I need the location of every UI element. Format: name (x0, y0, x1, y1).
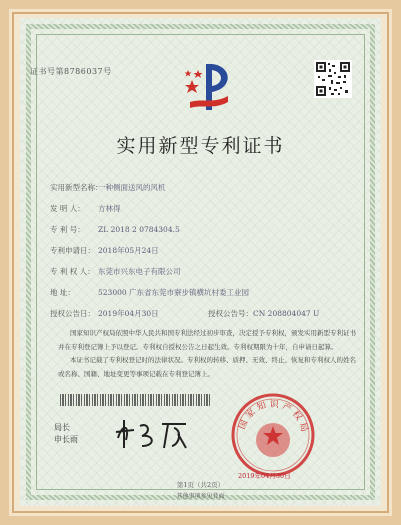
barcode (60, 394, 210, 406)
field-label: 发 明 人： (50, 204, 85, 213)
field-value: 方林得 (98, 204, 121, 213)
official-seal-icon (228, 390, 318, 480)
pub-no-label: 授权公告号： (208, 309, 253, 318)
field-value: 东莞市兴东电子有限公司 (98, 267, 181, 276)
field-value: 523000 广东省东莞市寮步镇横坑村委工业园 (98, 288, 250, 297)
field-label: 实用新型名称： (50, 183, 103, 192)
field-grant-date (50, 308, 319, 319)
pub-no-value: CN 208804047 U (253, 309, 320, 318)
field-value: 一种侧面送风的风机 (98, 183, 166, 192)
director-name: 申长雨 (54, 435, 78, 444)
seal-date: 2019年04月30日 (238, 472, 291, 480)
field-value: 2019年04月30日 (98, 309, 159, 318)
field-application-date (50, 245, 159, 256)
footer-note: 其他事项参见背面 (176, 493, 225, 500)
field-label: 授权公告日： (50, 309, 95, 318)
qr-code-icon (314, 60, 352, 98)
certificate-title: 实用新型专利证书 (116, 135, 285, 157)
certificate-paragraph-1: 国家知识产权局依照中华人民共和国专利法经过初步审查，决定授予专利权，颁发实用新型专利证书并在专利登记簿上予以登记。专利权自授权公告之日起生效。专利权期限为十年，自申请日起算。 (58, 329, 356, 351)
field-utility-model-name (50, 182, 166, 193)
field-label: 专 利 权 人： (50, 267, 95, 276)
certificate-serial: 证书号第8786037号 (30, 67, 112, 76)
director-title: 局长 (54, 423, 70, 432)
director-label (54, 422, 78, 446)
field-value: 2018年05月24日 (98, 246, 159, 255)
field-label: 地 址： (50, 288, 75, 297)
page-number: 第1页（共2页） (176, 481, 225, 489)
certificate-paragraph-2: 本证书记载了专利权登记时的法律状况。专利权的转移、质押、无效、终止、恢复和专利权人的姓名或名称、国籍、地址变更等事项记载在专利登记簿上。 (58, 356, 356, 378)
director-signature (112, 414, 192, 454)
field-label: 专 利 号： (50, 225, 85, 234)
field-inventor (50, 203, 121, 214)
seal-text: 国家知识产权局 (237, 399, 310, 436)
cnipa-logo-icon (182, 58, 236, 124)
field-patent-number (50, 224, 180, 235)
field-value: ZL 2018 2 0784304.5 (98, 225, 180, 234)
certificate-paper (20, 18, 381, 506)
field-label: 专利申请日： (50, 246, 95, 255)
field-address (50, 287, 249, 298)
field-patentee (50, 266, 181, 277)
